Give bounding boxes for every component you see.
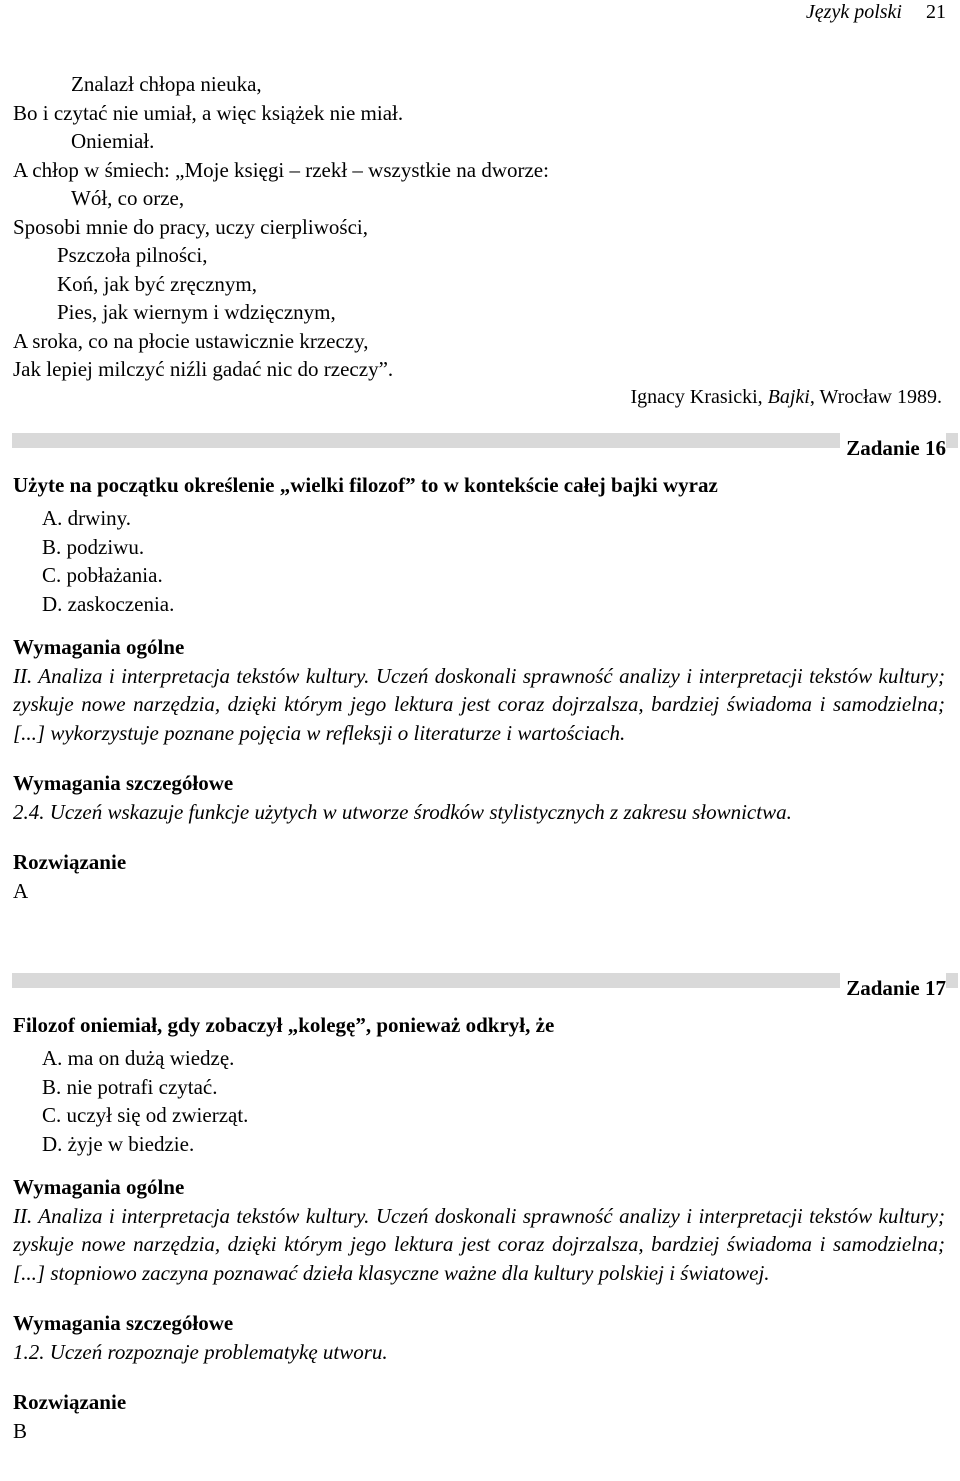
source-work: Bajki: [767, 386, 810, 408]
task-divider: [12, 433, 958, 448]
answer-options: [42, 1044, 960, 1158]
task-number: Zadanie 16: [840, 433, 946, 463]
task-divider: [12, 973, 958, 988]
requirements-text: II. Analiza i interpretacja tekstów kultury. Uczeń doskonali sprawność analizy i interpretacji tekstów kultury; zyskuje nowe narzędzia, dzięki którym jego lektura jest coraz dojrzalsza, bardziej świadoma i samodzielna; [...] stopniowo zaczyna poznawać dzieła klasyczne ważne dla kultury polskiej i światowej.: [13, 1203, 945, 1285]
answer-option: D. żyje w biedzie.: [42, 1131, 195, 1156]
task-17: [0, 973, 960, 1445]
section-heading: Wymagania ogólne: [13, 635, 185, 659]
source-publication: , Wrocław 1989.: [809, 386, 942, 408]
task-question: Filozof oniemiał, gdy zobaczył „kolegę”, ponieważ odkrył, że: [13, 1013, 555, 1037]
poem-line: Bo i czytać nie umiał, a więc książek nie miał.: [13, 100, 404, 125]
solution-answer: A: [13, 878, 29, 903]
poem-line: Oniemiał.: [71, 129, 155, 153]
answer-option: C. uczył się od zwierząt.: [42, 1103, 249, 1127]
poem-line: Koń, jak być zręcznym,: [57, 271, 258, 296]
answer-option: C. pobłażania.: [42, 563, 163, 587]
task-number: Zadanie 17: [840, 973, 946, 1003]
task-header-bar: [12, 973, 958, 1003]
detailed-requirements: [13, 1309, 960, 1366]
page-number: 21: [926, 1, 946, 23]
source-author: Ignacy Krasicki,: [630, 386, 768, 408]
task-question: Użyte na początku określenie „wielki filozof” to w kontekście całej bajki wyraz: [13, 473, 718, 497]
answer-option: D. zaskoczenia.: [42, 591, 175, 616]
answer-option: B. podziwu.: [42, 534, 145, 559]
solution: [13, 1388, 960, 1445]
requirements-text: 2.4. Uczeń wskazuje funkcje użytych w utworze środków stylistycznych z zakresu słownictwa.: [13, 799, 792, 824]
poem-line: Pies, jak wiernym i wdzięcznym,: [57, 300, 336, 324]
answer-option: A. drwiny.: [42, 506, 132, 530]
header-title: Język polski: [805, 1, 902, 23]
poem-line: Wół, co orze,: [71, 186, 185, 210]
task-16: [0, 433, 960, 905]
poem-line: Jak lepiej milczyć niźli gadać nic do rzeczy”.: [13, 357, 394, 381]
poem-source: [630, 383, 942, 412]
answer-option: B. nie potrafi czytać.: [42, 1074, 218, 1099]
poem-line: A sroka, co na płocie ustawicznie krzeczy,: [13, 328, 369, 353]
detailed-requirements: [13, 769, 960, 826]
requirements-text: 1.2. Uczeń rozpoznaje problematykę utworu.: [13, 1339, 388, 1364]
page-header: [806, 0, 946, 24]
poem-fragment: [13, 70, 943, 384]
section-heading: Wymagania szczegółowe: [13, 1311, 234, 1335]
general-requirements: [13, 633, 960, 747]
answer-options: [42, 504, 960, 618]
poem-line: A chłop w śmiech: „Moje księgi – rzekł – wszystkie na dworze:: [13, 157, 549, 182]
solution: [13, 848, 960, 905]
solution-answer: B: [13, 1418, 28, 1443]
answer-option: A. ma on dużą wiedzę.: [42, 1046, 235, 1070]
section-heading: Rozwiązanie: [13, 850, 127, 874]
task-header-bar: [12, 433, 958, 463]
section-heading: Wymagania ogólne: [13, 1175, 185, 1199]
poem-line: Pszczoła pilności,: [57, 243, 208, 267]
general-requirements: [13, 1173, 960, 1287]
section-heading: Wymagania szczegółowe: [13, 771, 234, 795]
poem-line: Znalazł chłopa nieuka,: [71, 72, 262, 96]
requirements-text: II. Analiza i interpretacja tekstów kultury. Uczeń doskonali sprawność analizy i interpretacji tekstów kultury; zyskuje nowe narzędzia, dzięki którym jego lektura jest coraz dojrzalsza, bardziej świadoma i samodzielna; [...] wykorzystuje poznane pojęcia w refleksji o literaturze i wartościach.: [13, 663, 945, 745]
poem-line: Sposobi mnie do pracy, uczy cierpliwości,: [13, 214, 368, 239]
section-heading: Rozwiązanie: [13, 1390, 127, 1414]
